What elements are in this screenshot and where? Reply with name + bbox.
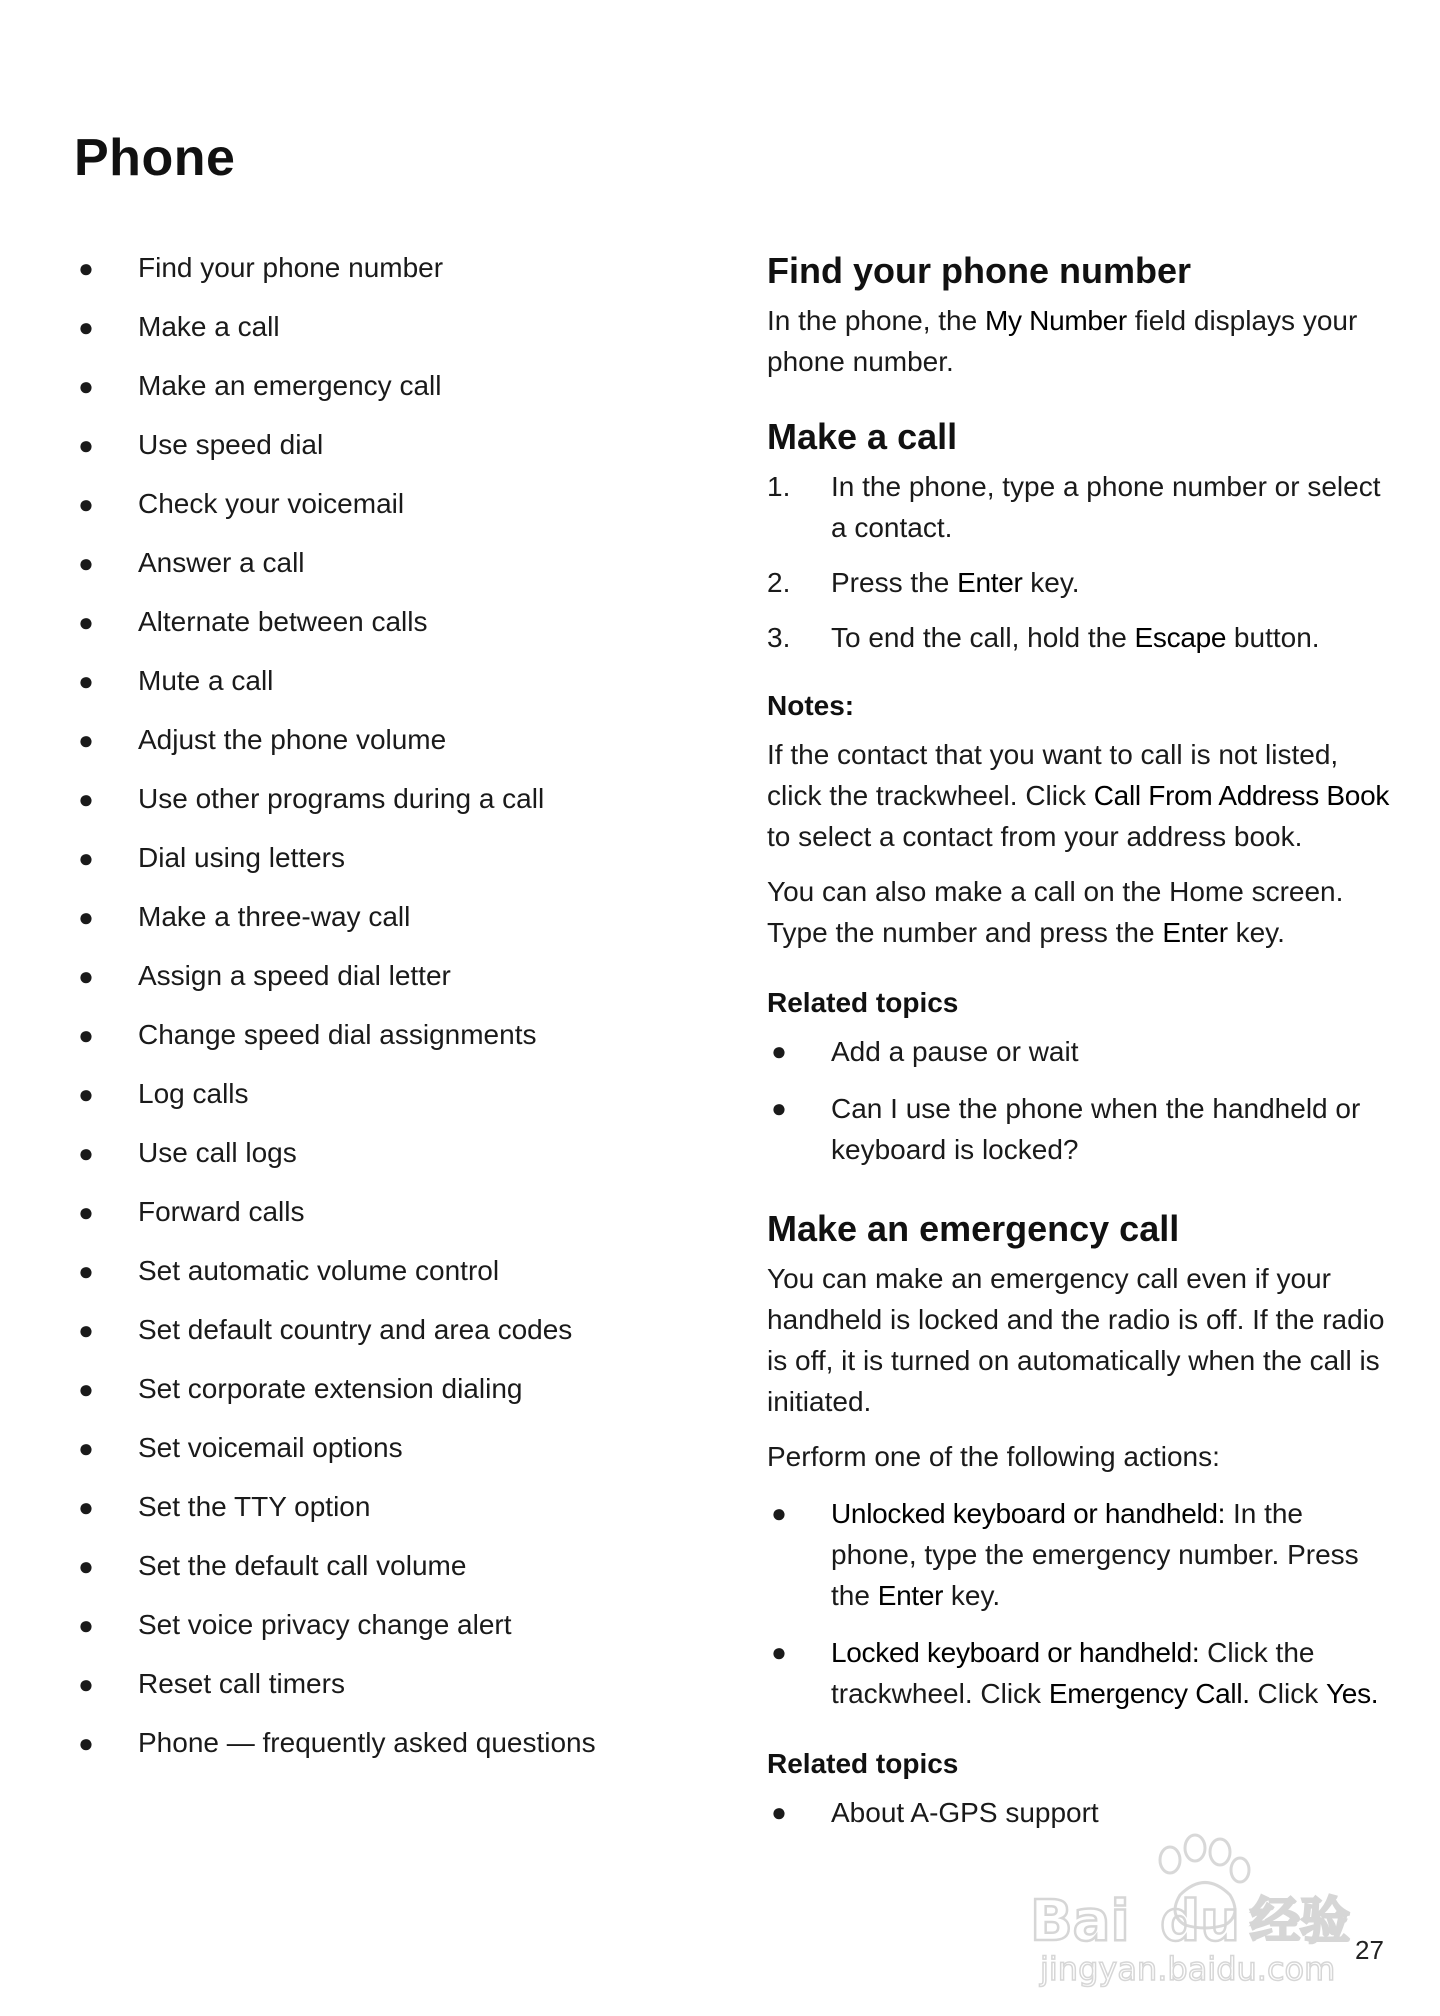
topic-label: Set voicemail options xyxy=(138,1432,403,1463)
related-topic-label: Can I use the phone when the handheld or keyboard is locked? xyxy=(831,1093,1361,1165)
bullet-icon: ● xyxy=(771,1498,787,1528)
text-run: In the phone, type a phone number or select a contact. xyxy=(831,471,1381,543)
bullet-icon: ● xyxy=(78,253,94,283)
topic-link[interactable] xyxy=(74,1664,596,1723)
text-run: key. xyxy=(943,1580,1001,1611)
related-topic-link[interactable] xyxy=(767,1031,1391,1072)
step-number: 1. xyxy=(767,471,791,502)
page-number: 27 xyxy=(1355,1935,1384,1965)
step-number: 2. xyxy=(767,567,791,598)
topic-link[interactable] xyxy=(74,425,596,484)
related-topics-heading: Related topics xyxy=(767,1748,959,1779)
topic-label: Answer a call xyxy=(138,547,305,578)
topic-link[interactable] xyxy=(74,838,596,897)
bullet-icon: ● xyxy=(78,1138,94,1168)
key-name: Enter xyxy=(1162,917,1228,948)
action-item xyxy=(767,1493,1391,1616)
text-run: Press the xyxy=(831,567,958,598)
bullet-icon: ● xyxy=(78,1669,94,1699)
section-heading-find-number: Find your phone number xyxy=(767,250,1191,291)
topic-link[interactable] xyxy=(74,484,596,543)
bullet-icon: ● xyxy=(78,843,94,873)
topic-label: Set voice privacy change alert xyxy=(138,1609,512,1640)
bullet-icon: ● xyxy=(78,607,94,637)
topic-label: Use call logs xyxy=(138,1137,297,1168)
step-item xyxy=(767,617,1391,658)
bullet-icon: ● xyxy=(78,489,94,519)
topic-link[interactable] xyxy=(74,1310,596,1369)
topic-label: Alternate between calls xyxy=(138,606,428,637)
bullet-icon: ● xyxy=(78,1079,94,1109)
topic-label: Set the default call volume xyxy=(138,1550,467,1581)
step-item xyxy=(767,466,1391,548)
topic-link[interactable] xyxy=(74,248,596,307)
topic-label: Adjust the phone volume xyxy=(138,724,447,755)
related-topic-link[interactable] xyxy=(767,1088,1391,1170)
topic-label: Assign a speed dial letter xyxy=(138,960,451,991)
text-run: You can also make a call on the Home screen. Type the number and press the xyxy=(767,876,1344,948)
key-name: Enter xyxy=(957,567,1023,598)
topic-label: Dial using letters xyxy=(138,842,345,873)
bullet-icon: ● xyxy=(78,1610,94,1640)
step-item xyxy=(767,562,1391,603)
topic-label: Use other programs during a call xyxy=(138,783,545,814)
bullet-icon: ● xyxy=(78,1020,94,1050)
text-run: field displays your phone number. xyxy=(767,305,1358,377)
svg-text:Bai: Bai xyxy=(1030,1889,1130,1954)
topic-label: Set the TTY option xyxy=(138,1491,371,1522)
section-heading-make-call: Make a call xyxy=(767,416,958,457)
text-run: In the phone, the xyxy=(767,305,985,336)
emergency-text: You can make an emergency call even if your handheld is locked and the radio is off. If the radio is off, it is turned on automatically when the call is initiated. xyxy=(767,1263,1385,1417)
menu-item-name: Yes. xyxy=(1326,1678,1379,1709)
text-run: If the contact that you want to call is not listed, click the trackwheel. Click xyxy=(767,739,1339,811)
bullet-icon: ● xyxy=(78,1433,94,1463)
related-topics-heading: Related topics xyxy=(767,987,959,1018)
bullet-icon: ● xyxy=(78,1374,94,1404)
topic-label: Make a three-way call xyxy=(138,901,411,932)
bullet-icon: ● xyxy=(78,1315,94,1345)
bullet-icon: ● xyxy=(78,430,94,460)
bullet-icon: ● xyxy=(78,1492,94,1522)
key-name: Escape xyxy=(1134,622,1227,653)
menu-item-name: Emergency Call. xyxy=(1048,1678,1250,1709)
topic-link[interactable] xyxy=(74,1015,596,1074)
related-topics-list xyxy=(767,1031,1391,1170)
step-number: 3. xyxy=(767,622,791,653)
bullet-icon: ● xyxy=(78,725,94,755)
text-run: button. xyxy=(1226,622,1320,653)
bullet-icon: ● xyxy=(78,548,94,578)
bullet-icon: ● xyxy=(771,1637,787,1667)
topic-label: Make a call xyxy=(138,311,280,342)
topic-label: Forward calls xyxy=(138,1196,305,1227)
svg-text:du: du xyxy=(1160,1889,1240,1954)
bullet-icon: ● xyxy=(78,1256,94,1286)
topic-link[interactable] xyxy=(74,1369,596,1428)
bullet-icon: ● xyxy=(78,1728,94,1758)
topic-link[interactable] xyxy=(74,1192,596,1251)
note-paragraph xyxy=(767,734,1391,857)
topic-link[interactable] xyxy=(74,1723,596,1782)
bullet-icon: ● xyxy=(78,902,94,932)
field-name: My Number xyxy=(984,305,1127,336)
bullet-icon: ● xyxy=(78,371,94,401)
topic-label: Reset call timers xyxy=(138,1668,345,1699)
content-column xyxy=(767,248,1391,1833)
topic-link[interactable] xyxy=(74,956,596,1015)
topic-link[interactable] xyxy=(74,1251,596,1310)
topic-link[interactable] xyxy=(74,1605,596,1664)
bullet-icon: ● xyxy=(78,961,94,991)
topic-link[interactable] xyxy=(74,543,596,602)
topic-label: Use speed dial xyxy=(138,429,324,460)
topic-label: Make an emergency call xyxy=(138,370,442,401)
section-heading-emergency: Make an emergency call xyxy=(767,1208,1180,1249)
find-number-text xyxy=(767,300,1391,382)
bullet-icon: ● xyxy=(78,312,94,342)
topic-link[interactable] xyxy=(74,1546,596,1605)
emergency-instruction: Perform one of the following actions: xyxy=(767,1441,1220,1472)
topic-link[interactable] xyxy=(74,1487,596,1546)
bullet-icon: ● xyxy=(771,1797,787,1827)
topic-label: Find your phone number xyxy=(138,252,444,283)
related-topic-label: About A-GPS support xyxy=(831,1797,1099,1828)
topic-link[interactable] xyxy=(74,1074,596,1133)
text-run: To end the call, hold the xyxy=(831,622,1135,653)
topic-link[interactable] xyxy=(74,897,596,956)
topic-link[interactable] xyxy=(74,307,596,366)
svg-text:jingyan.baidu.com: jingyan.baidu.com xyxy=(1040,1950,1336,1988)
text-run: Click xyxy=(1249,1678,1326,1709)
topic-link[interactable] xyxy=(74,366,596,425)
note-paragraph xyxy=(767,871,1391,953)
topic-label: Set corporate extension dialing xyxy=(138,1373,523,1404)
bullet-icon: ● xyxy=(771,1036,787,1066)
topic-list xyxy=(74,248,596,1782)
steps-list xyxy=(767,466,1391,658)
bullet-icon: ● xyxy=(78,1197,94,1227)
topic-label: Mute a call xyxy=(138,665,274,696)
topic-link[interactable] xyxy=(74,720,596,779)
action-condition: Unlocked keyboard or handheld: xyxy=(831,1498,1226,1529)
svg-text:经验: 经验 xyxy=(1250,1892,1350,1950)
bullet-icon: ● xyxy=(78,666,94,696)
bullet-icon: ● xyxy=(78,784,94,814)
topic-label: Phone — frequently asked questions xyxy=(138,1727,596,1758)
topic-label: Set automatic volume control xyxy=(138,1255,500,1286)
text-run: Click the trackwheel. Click xyxy=(831,1637,1315,1709)
topic-link[interactable] xyxy=(74,602,596,661)
key-name: Enter xyxy=(877,1580,944,1611)
notes-heading: Notes: xyxy=(767,690,855,721)
emergency-actions-list xyxy=(767,1493,1391,1714)
related-topic-label: Add a pause or wait xyxy=(831,1036,1079,1067)
action-item xyxy=(767,1632,1391,1714)
text-run: to select a contact from your address book. xyxy=(767,821,1303,852)
topic-label: Check your voicemail xyxy=(138,488,405,519)
baidu-watermark-logo xyxy=(1010,1820,1390,1990)
topic-link[interactable] xyxy=(74,1133,596,1192)
topic-link[interactable] xyxy=(74,779,596,838)
topic-link[interactable] xyxy=(74,661,596,720)
topic-label: Change speed dial assignments xyxy=(138,1019,537,1050)
topic-label: Log calls xyxy=(138,1078,249,1109)
text-run: In the phone, type the emergency number. Press the xyxy=(831,1498,1359,1611)
text-run: key. xyxy=(1022,567,1080,598)
page-title: Phone xyxy=(74,129,236,187)
text-run: key. xyxy=(1227,917,1285,948)
bullet-icon: ● xyxy=(78,1551,94,1581)
menu-item-name: Call From Address Book xyxy=(1093,780,1390,811)
topic-link[interactable] xyxy=(74,1428,596,1487)
bullet-icon: ● xyxy=(771,1093,787,1123)
action-condition: Locked keyboard or handheld: xyxy=(831,1637,1200,1668)
topic-label: Set default country and area codes xyxy=(138,1314,573,1345)
